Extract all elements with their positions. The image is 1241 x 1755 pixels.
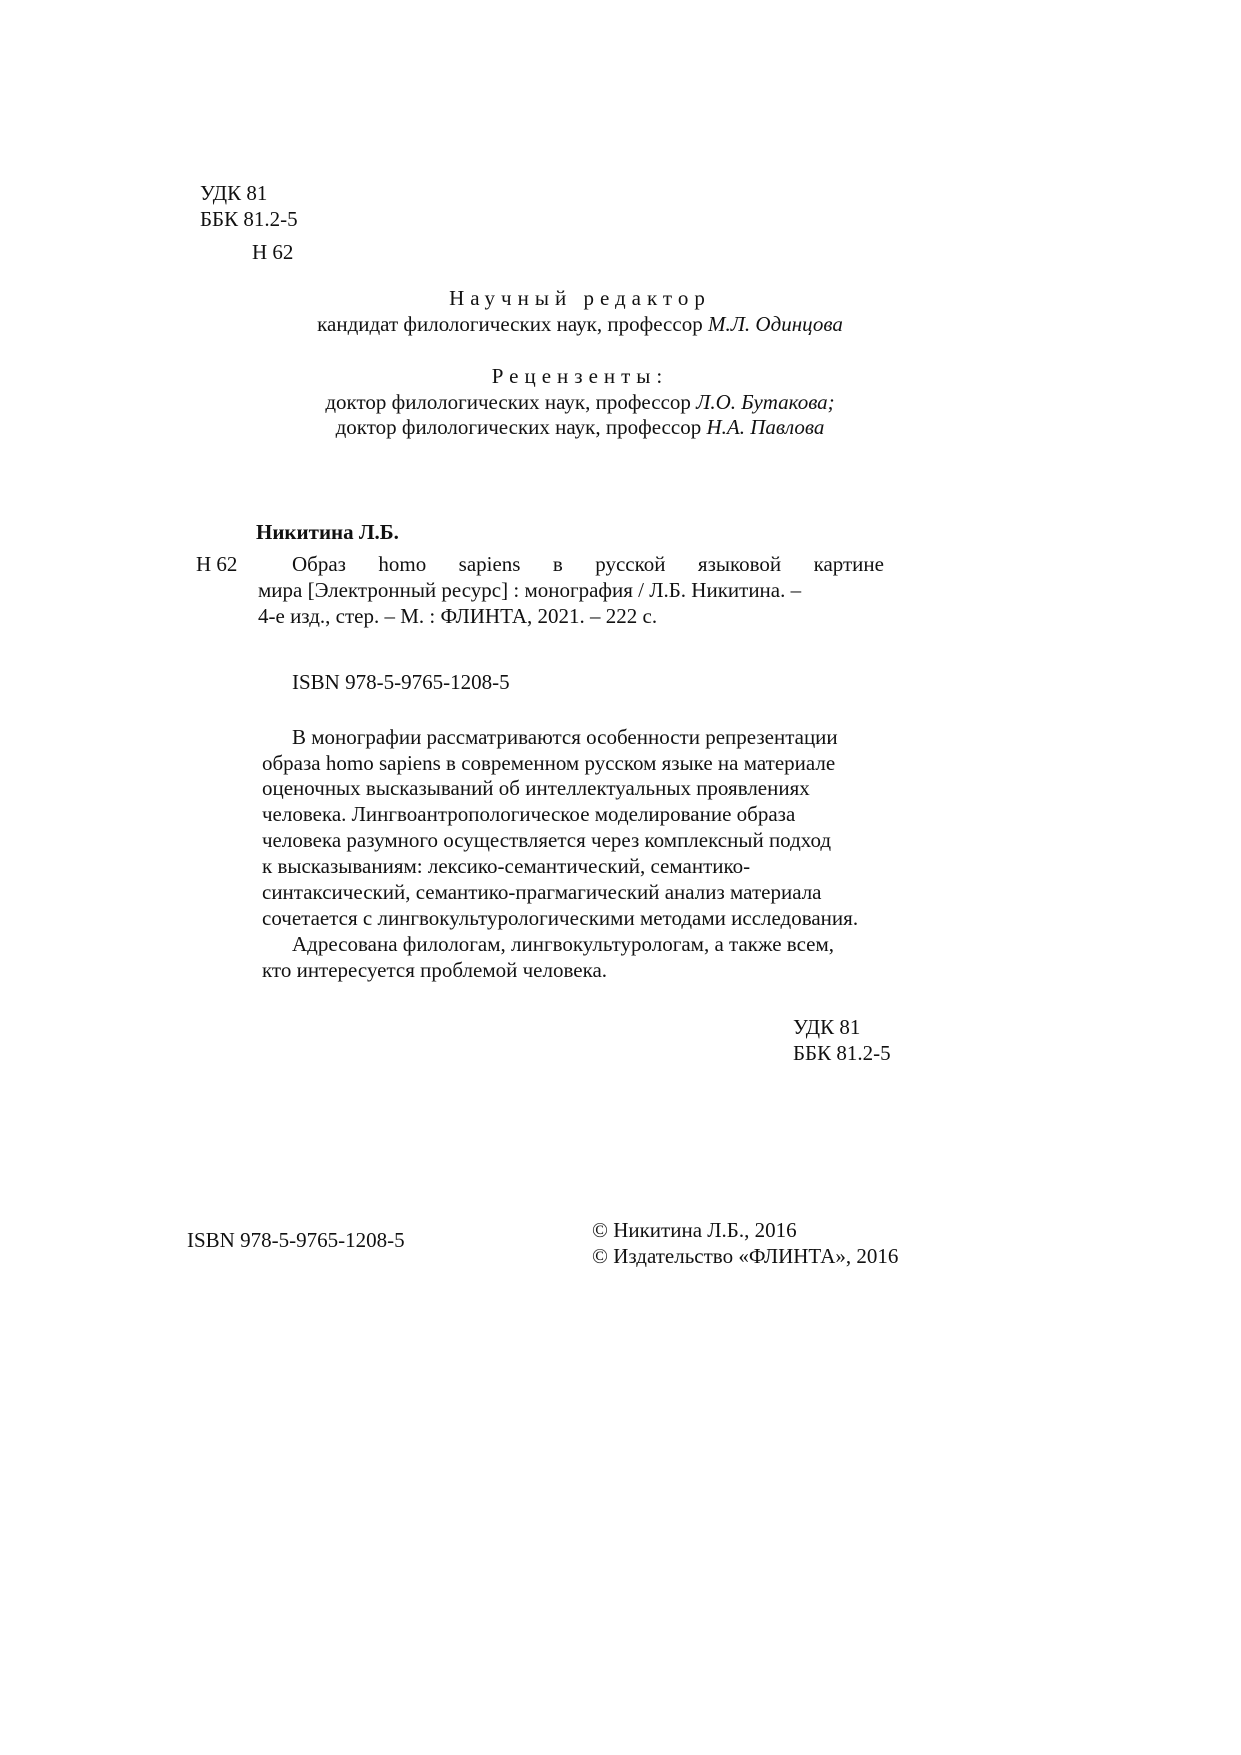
record-word: Образ (292, 552, 346, 576)
abstract-line: Адресована филологам, лингвокультурологам, а также всем, (292, 932, 835, 956)
record-title-line (292, 552, 884, 577)
reviewer-name: Н.А. Павлова (706, 415, 825, 439)
record-word: sapiens (458, 552, 521, 576)
abstract-line: к высказываниям: лексико-семантический, семантико- (262, 854, 751, 878)
bottom-udk: УДК 81 (793, 1015, 861, 1039)
editor-line (0, 312, 1160, 337)
record-word: картине (813, 552, 884, 576)
abstract-line: образа homo sapiens в современном русском языке на материале (262, 751, 836, 775)
record-word: homo (378, 552, 427, 576)
record-isbn: ISBN 978-5-9765-1208-5 (292, 670, 510, 694)
abstract-line: кто интересуется проблемой человека. (262, 958, 608, 982)
bbk-code: ББК 81.2-5 (200, 207, 298, 231)
editor-name: М.Л. Одинцова (707, 312, 843, 336)
udk-code: УДК 81 (200, 181, 268, 205)
abstract-line: синтаксический, семантико-прагмагический анализ материала (262, 880, 822, 904)
abstract-line: оценочных высказываний об интеллектуальных проявлениях (262, 776, 810, 800)
abstract-line: человека разумного осуществляется через комплексный подход (262, 828, 832, 852)
record-word: языковой (697, 552, 782, 576)
record-author: Никитина Л.Б. (256, 520, 399, 544)
copyright-line: © Издательство «ФЛИНТА», 2016 (592, 1244, 899, 1268)
reviewers-heading: Рецензенты: (491, 364, 669, 388)
record-line: 4-е изд., стер. – М. : ФЛИНТА, 2021. – 222 с. (258, 604, 658, 628)
record-author-sign: Н 62 (196, 552, 238, 576)
reviewer-degree: доктор филологических наук, профессор (325, 390, 691, 414)
record-line: мира [Электронный ресурс] : монография / Л.Б. Никитина. – (258, 578, 802, 602)
footer-isbn: ISBN 978-5-9765-1208-5 (187, 1228, 405, 1252)
reviewer-line (0, 415, 1160, 440)
bottom-bbk: ББК 81.2-5 (793, 1041, 891, 1065)
record-word: в (552, 552, 563, 576)
reviewer-name: Л.О. Бутакова; (696, 390, 835, 414)
abstract-line: сочетается с лингвокультурологическими методами исследования. (262, 906, 859, 930)
abstract-line: человека. Лингвоантропологическое моделирование образа (262, 802, 796, 826)
editor-degree: кандидат филологических наук, профессор (317, 312, 703, 336)
reviewer-degree: доктор филологических наук, профессор (335, 415, 702, 439)
author-sign: Н 62 (252, 240, 294, 264)
abstract-line: В монографии рассматриваются особенности репрезентации (292, 725, 838, 749)
copyright-line: © Никитина Л.Б., 2016 (592, 1218, 797, 1242)
record-word: русской (595, 552, 666, 576)
editor-heading: Научный редактор (449, 286, 711, 310)
reviewer-line (0, 390, 1160, 415)
